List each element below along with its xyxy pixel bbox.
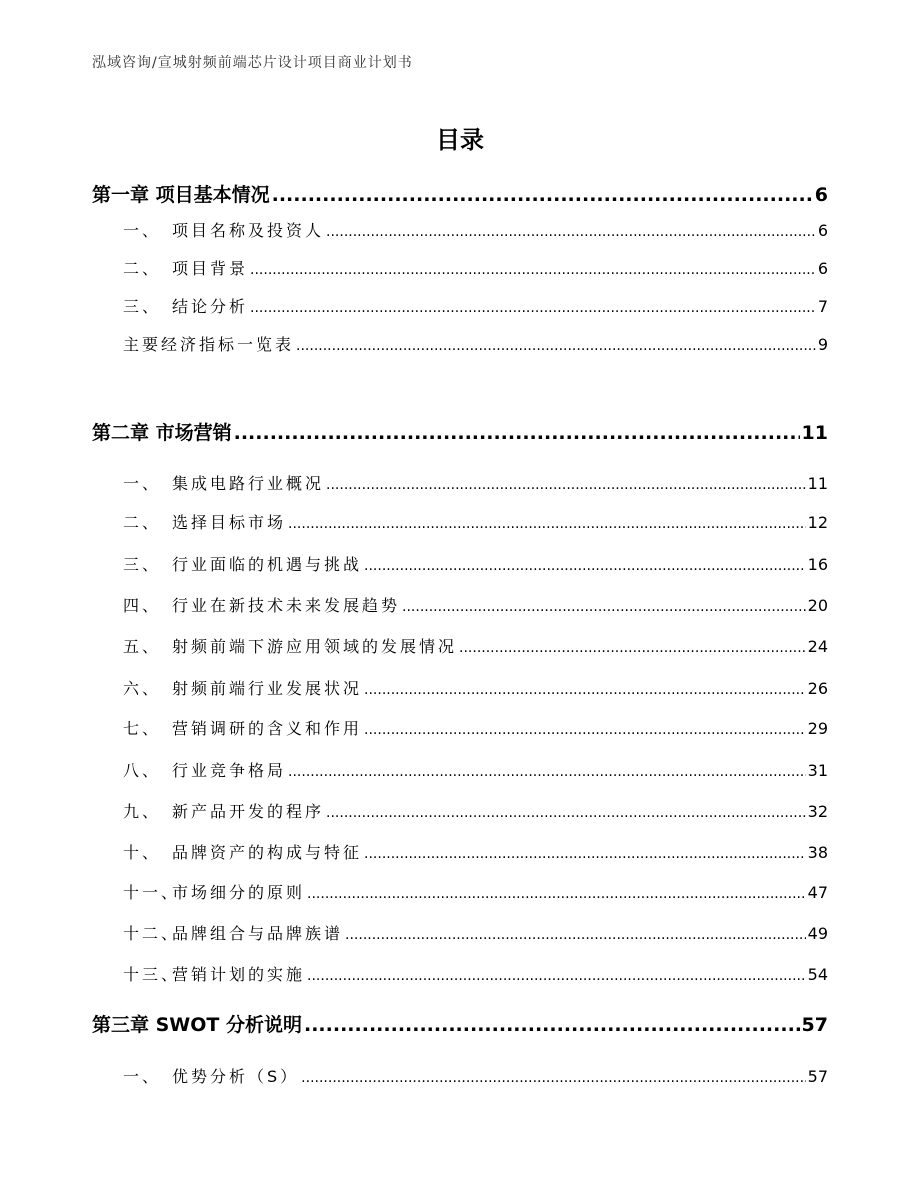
toc-page-number: 24 (807, 637, 828, 656)
toc-entry-label: 主要经济指标一览表 (123, 335, 295, 354)
toc-page-number: 6 (814, 184, 828, 206)
toc-entry-number: 四、 (123, 596, 162, 615)
toc-entry-number: 十、 (123, 843, 162, 862)
toc-page-number: 9 (817, 335, 828, 354)
toc-page-number: 16 (807, 555, 828, 574)
toc-dot-leader (301, 1070, 805, 1086)
toc-entry-number: 三、 (123, 297, 162, 316)
toc-chapter-entry[interactable] (92, 1010, 828, 1040)
toc-chapter-entry[interactable] (92, 180, 828, 210)
toc-page-number: 31 (807, 761, 828, 780)
toc-dot-leader (459, 640, 806, 656)
toc-entry-number: 一、 (123, 221, 162, 240)
toc-dot-leader (364, 846, 806, 862)
toc-entry-label: 射频前端下游应用领域的发展情况 (172, 637, 458, 656)
toc-entry-label: 项目名称及投资人 (172, 221, 325, 240)
toc-section-entry[interactable] (92, 510, 828, 536)
toc-entry-number: 五、 (123, 637, 162, 656)
toc-section-entry[interactable] (92, 218, 828, 244)
toc-dot-leader (402, 599, 806, 615)
toc-section-entry[interactable] (92, 758, 828, 784)
toc-section-entry[interactable] (92, 962, 828, 988)
toc-page-number: 47 (807, 883, 828, 902)
toc-page-number: 49 (807, 924, 828, 943)
toc-dot-leader (288, 764, 806, 780)
toc-section-entry[interactable] (92, 634, 828, 660)
toc-entry-label: 新产品开发的程序 (172, 802, 325, 821)
toc-dot-leader (326, 805, 806, 821)
toc-entry-number: 十二、 (123, 924, 181, 943)
toc-entry-number: 九、 (123, 802, 162, 821)
toc-dot-leader (364, 558, 806, 574)
toc-page-number: 26 (807, 679, 828, 698)
toc-entry-number: 八、 (123, 761, 162, 780)
toc-section-entry[interactable] (92, 880, 828, 906)
toc-entry-number: 十三、 (123, 965, 181, 984)
toc-section-entry[interactable] (92, 552, 828, 578)
toc-section-entry[interactable] (92, 840, 828, 866)
toc-dot-leader (234, 422, 800, 444)
toc-dot-leader (326, 477, 806, 493)
toc-section-entry[interactable] (92, 676, 828, 702)
toc-dot-leader (345, 927, 806, 943)
toc-entry-number: 二、 (123, 513, 162, 532)
toc-entry-label: 选择目标市场 (172, 513, 287, 532)
toc-page-number: 11 (807, 474, 828, 493)
toc-entry-number: 六、 (123, 679, 162, 698)
toc-entry-number: 七、 (123, 719, 162, 738)
toc-entry-label: 品牌资产的构成与特征 (172, 843, 363, 862)
toc-entry-label: 营销调研的含义和作用 (172, 719, 363, 738)
toc-section-entry[interactable] (92, 716, 828, 742)
toc-entry-label: 市场细分的原则 (172, 883, 306, 902)
toc-section-entry[interactable] (92, 921, 828, 947)
toc-dot-leader (288, 516, 806, 532)
toc-entry-label: 行业面临的机遇与挑战 (172, 555, 363, 574)
toc-entry-label: 营销计划的实施 (172, 965, 306, 984)
toc-entry-label: 集成电路行业概况 (172, 474, 325, 493)
toc-entry-label: 优势分析（S） (172, 1067, 300, 1086)
toc-page-number: 6 (817, 221, 828, 240)
toc-entry-label: 品牌组合与品牌族谱 (172, 924, 344, 943)
toc-entry-number: 十一、 (123, 883, 181, 902)
toc-page-number: 54 (807, 965, 828, 984)
toc-dot-leader (250, 262, 816, 278)
toc-dot-leader (304, 1014, 800, 1036)
toc-page-number: 32 (807, 802, 828, 821)
toc-dot-leader (364, 682, 806, 698)
toc-page-number: 29 (807, 719, 828, 738)
toc-section-entry[interactable] (92, 471, 828, 497)
toc-section-entry[interactable] (92, 332, 828, 358)
toc-section-entry[interactable] (92, 1064, 828, 1090)
running-header: 泓域咨询/宣城射频前端芯片设计项目商业计划书 (92, 55, 413, 71)
toc-entry-label: 行业在新技术未来发展趋势 (172, 596, 401, 615)
toc-dot-leader (364, 722, 806, 738)
toc-entry-number: 一、 (123, 1067, 162, 1086)
toc-entry-label: 第一章 项目基本情况 (92, 184, 270, 206)
toc-dot-leader (296, 338, 816, 354)
toc-page-number: 57 (807, 1067, 828, 1086)
toc-page-number: 12 (807, 513, 828, 532)
toc-section-entry[interactable] (92, 294, 828, 320)
toc-section-entry[interactable] (92, 799, 828, 825)
toc-dot-leader (307, 968, 806, 984)
toc-page-number: 38 (807, 843, 828, 862)
toc-entry-number: 三、 (123, 555, 162, 574)
toc-section-entry[interactable] (92, 593, 828, 619)
toc-title: 目录 (436, 126, 484, 154)
toc-page-number: 6 (817, 259, 828, 278)
toc-entry-number: 一、 (123, 474, 162, 493)
toc-page-number: 57 (801, 1014, 828, 1036)
toc-chapter-entry[interactable] (92, 418, 828, 448)
toc-entry-label: 结论分析 (172, 297, 249, 316)
toc-page-number: 11 (801, 422, 828, 444)
toc-entry-label: 行业竞争格局 (172, 761, 287, 780)
toc-dot-leader (307, 886, 806, 902)
toc-entry-label: 射频前端行业发展状况 (172, 679, 363, 698)
toc-entry-number: 二、 (123, 259, 162, 278)
toc-entry-label: 项目背景 (172, 259, 249, 278)
toc-dot-leader (272, 184, 813, 206)
toc-page-number: 20 (807, 596, 828, 615)
toc-dot-leader (250, 300, 816, 316)
toc-dot-leader (326, 224, 816, 240)
toc-section-entry[interactable] (92, 256, 828, 282)
toc-entry-label: 第二章 市场营销 (92, 422, 232, 444)
toc-page-number: 7 (817, 297, 828, 316)
toc-entry-label: 第三章 SWOT 分析说明 (92, 1014, 302, 1036)
